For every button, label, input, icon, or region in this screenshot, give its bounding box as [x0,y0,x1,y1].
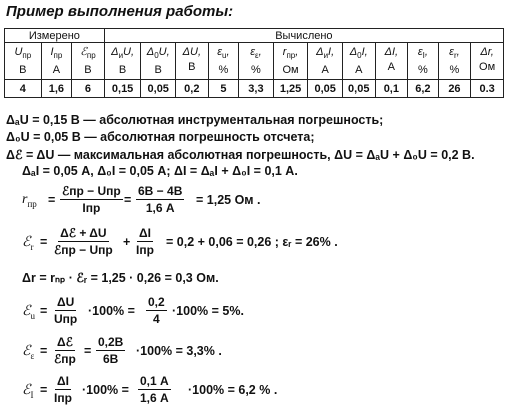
formula-eu-mid: ·100% = [88,304,135,318]
table-cell: 0,05 [342,80,375,98]
formula-eu-frac2: $\frac{0,2}{4}$ [148,295,165,326]
formula-eu-result: ·100% = 5%. [172,304,244,318]
table-cell: 0.3 [471,80,504,98]
formula-er-eq: = [40,235,48,249]
formula-ee-eq: = [40,344,48,358]
formula-r-lhs: $r_{пр}$ [22,192,37,209]
table-cell: 5 [208,80,239,98]
column-header: Δr, Ом [471,43,504,80]
table-cell: 26 [438,80,471,98]
formula-ee-lhs: ℰ$_\varepsilon$ [22,344,35,361]
table-cell: 0,2 [176,80,209,98]
formula-r-frac2: 6В − 4В 1,6 А [138,184,183,215]
column-header: $\varepsilon_\varepsilon$, % [239,43,274,80]
column-header: $\Delta_0U$, В [141,43,176,80]
formula-eu-lhs: ℰ$_u$ [22,304,35,321]
formula-ei-frac2: 0,1 А 1,6 А [140,374,169,405]
formula-ei-result: ·100% = 6,2 % . [188,383,278,397]
text-line-4: ΔₐI = 0,05 А, Δ₀I = 0,05 А; ΔI = ΔₐI + Δ₀I = 0,1 А. [22,164,298,178]
column-header: $I_{пр}$ А [41,43,72,80]
formula-ee-result: ·100% = 3,3% . [136,344,222,358]
table-cell: 1,6 [41,80,72,98]
formula-ee-mid: = [84,344,92,358]
formula-r-frac1: ℰпр − Uпр Iпр [62,184,121,215]
formula-dr-line: Δr = rₙₚ · ℰᵣ = 1,25 · 0,26 = 0,3 Ом. [22,271,219,285]
column-header: $\varepsilon_u$, % [208,43,239,80]
text-line-3: Δℰ = ΔU — максимальная абсолютная погрешность, ΔU = ΔₐU + Δ₀U = 0,2 В. [6,148,475,162]
page-title: Пример выполнения работы: [6,3,234,20]
table-cell: 0,05 [141,80,176,98]
table-cell: 0,1 [375,80,408,98]
formula-ei-lhs: ℰ$_I$ [22,383,34,400]
group-computed-header: Вычислено [104,29,503,43]
column-header: $\Delta_0I$, А [342,43,375,80]
text-line-2: Δ₀U = 0,05 В — абсолютная погрешность отсчета; [6,130,315,144]
formula-ei-frac1: ΔI Iпр [54,374,72,405]
column-header: $U_{пр}$ В [5,43,42,80]
formula-er-frac2: ΔI Iпр [136,226,154,257]
column-header: $\Delta_иU$, В [104,43,141,80]
column-header: ΔI, А [375,43,408,80]
table-cell: 0,15 [104,80,141,98]
formula-er-result: = 0,2 + 0,06 = 0,26 ; εᵣ = 26% . [166,235,338,249]
formula-eu-eq: = [40,304,48,318]
column-header: ℰ$_{пр}$ В [72,43,105,80]
formula-er-plus: + [123,235,131,249]
formula-er-frac1: Δℰ + ΔU ℰпр − Uпр [54,226,113,257]
column-header: ΔU, В [176,43,209,80]
table-cell: 3,3 [239,80,274,98]
table-cell: 6 [72,80,105,98]
table-cell: 1,25 [273,80,308,98]
formula-ei-mid: ·100% = [82,383,129,397]
formula-r-result: = 1,25 Ом . [196,193,261,207]
table-cell: 6,2 [408,80,439,98]
group-measured-header: Измерено [5,29,105,43]
column-header: $\varepsilon_r$, % [438,43,471,80]
formula-r-eq: = [48,193,56,207]
table-cell: 0,05 [308,80,343,98]
formula-er-lhs: ℰ$_r$ [22,235,34,252]
results-table [4,28,504,98]
table-cell: 4 [5,80,42,98]
column-header: $\varepsilon_I$, % [408,43,439,80]
column-header: $r_{пр}$, Ом [273,43,308,80]
formula-ee-frac1: Δℰ ℰпр [54,335,76,366]
formula-ee-frac2: 0,2В 6В [98,335,124,366]
text-line-1: ΔₐU = 0,15 В — абсолютная инструментальная погрешность; [6,113,384,127]
formula-eu-frac1: ΔU Uпр [54,295,78,326]
formula-ei-eq: = [40,383,48,397]
formula-r-eq2: = [124,193,132,207]
column-header: $\Delta_иI$, А [308,43,343,80]
